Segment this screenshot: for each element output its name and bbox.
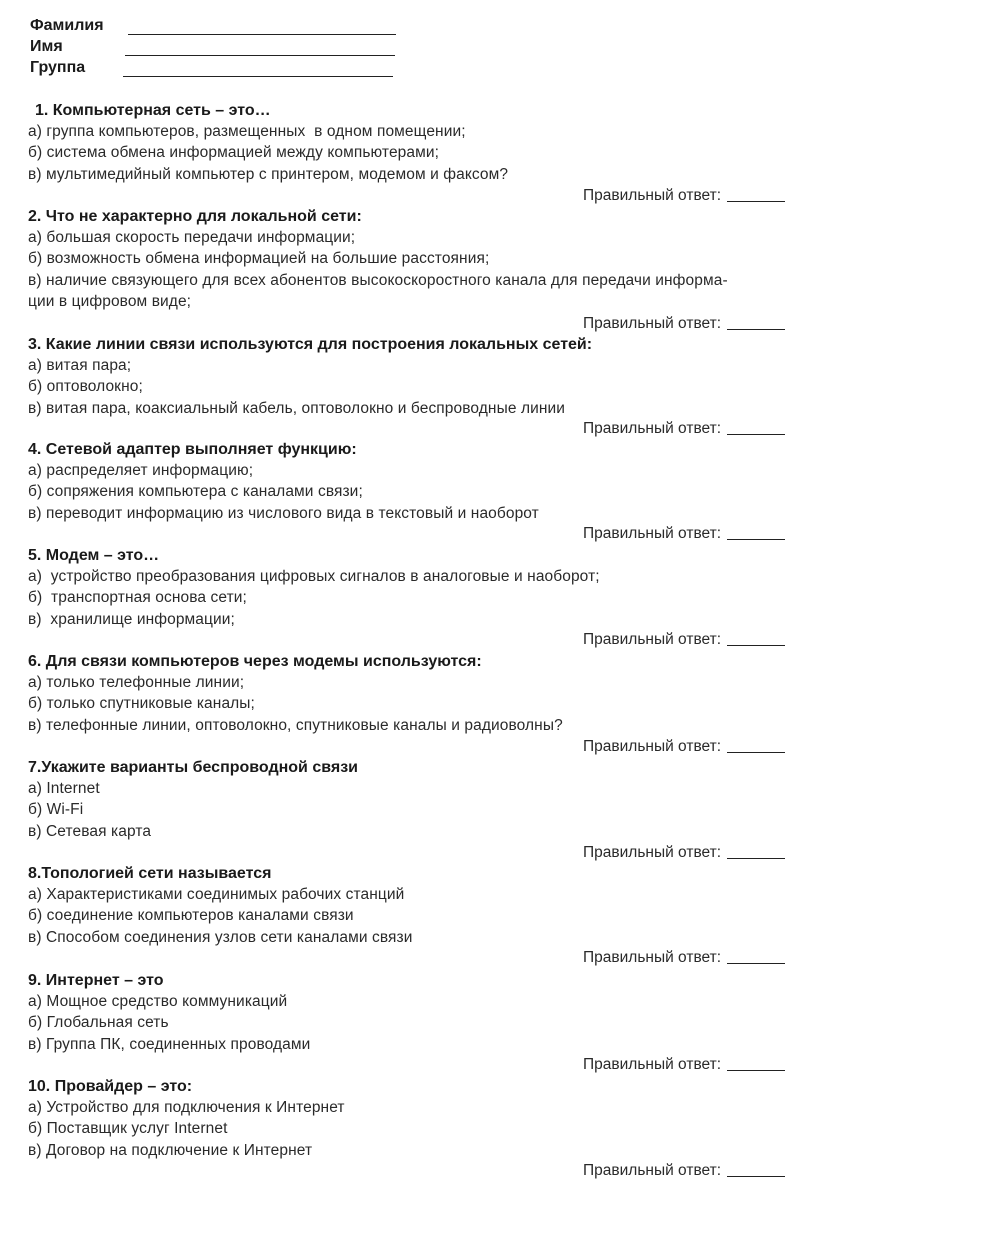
answer-blank[interactable]: [727, 538, 785, 540]
option-c: в) переводит информацию из числового вида в текстовый и наоборот: [28, 504, 539, 522]
answer-label: Правильный ответ:: [583, 1162, 722, 1179]
question-2: [28, 206, 968, 312]
option-b: б) Wi-Fi: [28, 801, 84, 819]
question-title: 8.Топологией сети называется: [28, 865, 272, 882]
question-8: [28, 863, 968, 948]
answer-blank[interactable]: [727, 433, 785, 435]
question-title: 4. Сетевой адаптер выполняет функцию:: [28, 441, 357, 458]
option-a: а) Характеристиками соединимых рабочих станций: [28, 886, 405, 903]
answer-7: [583, 843, 785, 863]
question-4: [28, 439, 968, 524]
answer-label: Правильный ответ:: [583, 738, 722, 755]
question-9: [28, 970, 968, 1055]
answer-label: Правильный ответ:: [583, 1056, 722, 1073]
name-label: Имя: [30, 38, 63, 55]
option-c: в) телефонные линии, оптоволокно, спутниковые каналы и радиоволны?: [28, 716, 563, 734]
option-a: а) Internet: [28, 780, 100, 797]
question-1: [28, 100, 968, 185]
option-c: в) Способом соединения узлов сети каналами связи: [28, 928, 413, 946]
option-b: б) сопряжения компьютера с каналами связи;: [28, 483, 363, 501]
option-a: а) распределяет информацию;: [28, 462, 254, 479]
answer-3: [583, 419, 785, 439]
answer-4: [583, 524, 785, 544]
option-c: в) мультимедийный компьютер с принтером, модемом и факсом?: [28, 165, 509, 183]
answer-5: [583, 630, 785, 650]
answer-blank[interactable]: [727, 962, 785, 964]
option-c: в) Группа ПК, соединенных проводами: [28, 1035, 311, 1053]
option-b: б) возможность обмена информацией на большие расстояния;: [28, 250, 490, 268]
option-b: б) Поставщик услуг Internet: [28, 1120, 228, 1138]
answer-blank[interactable]: [727, 644, 785, 646]
answer-blank[interactable]: [727, 751, 785, 753]
question-title: 10. Провайдер – это:: [28, 1078, 193, 1095]
answer-2: [583, 314, 785, 334]
answer-label: Правильный ответ:: [583, 949, 722, 966]
answer-label: Правильный ответ:: [583, 315, 722, 332]
answer-10: [583, 1161, 785, 1181]
option-a: а) устройство преобразования цифровых сигналов в аналоговые и наоборот;: [28, 568, 600, 585]
answer-label: Правильный ответ:: [583, 420, 722, 437]
question-title: 7.Укажите варианты беспроводной связи: [28, 759, 358, 776]
option-c: в) витая пара, коаксиальный кабель, оптоволокно и беспроводные линии: [28, 399, 566, 417]
answer-label: Правильный ответ:: [583, 631, 722, 648]
answer-blank[interactable]: [727, 1069, 785, 1071]
option-c: в) хранилище информации;: [28, 610, 235, 628]
answer-label: Правильный ответ:: [583, 187, 722, 204]
option-c: в) Сетевая карта: [28, 822, 152, 840]
answer-blank[interactable]: [727, 857, 785, 859]
option-a: а) большая скорость передачи информации;: [28, 229, 356, 246]
answer-1: [583, 186, 785, 206]
answer-label: Правильный ответ:: [583, 844, 722, 861]
answer-6: [583, 737, 785, 757]
name-field[interactable]: [125, 55, 395, 56]
question-title: 1. Компьютерная сеть – это…: [35, 102, 271, 119]
question-10: [28, 1076, 968, 1161]
answer-9: [583, 1055, 785, 1075]
surname-field[interactable]: [128, 34, 396, 35]
answer-label: Правильный ответ:: [583, 525, 722, 542]
option-b: б) оптоволокно;: [28, 378, 143, 396]
option-b: б) Глобальная сеть: [28, 1014, 169, 1032]
answer-blank[interactable]: [727, 200, 785, 202]
question-title: 5. Модем – это…: [28, 547, 160, 564]
question-title: 9. Интернет – это: [28, 972, 164, 989]
surname-label: Фамилия: [30, 17, 104, 34]
option-a: а) Мощное средство коммуникаций: [28, 993, 288, 1010]
answer-blank[interactable]: [727, 328, 785, 330]
option-a: а) Устройство для подключения к Интернет: [28, 1099, 345, 1116]
question-6: [28, 651, 968, 736]
option-a: а) витая пара;: [28, 357, 132, 374]
option-b: б) транспортная основа сети;: [28, 589, 247, 607]
question-7: [28, 757, 968, 842]
option-b: б) соединение компьютеров каналами связи: [28, 907, 354, 925]
group-field[interactable]: [123, 76, 393, 77]
option-b: б) только спутниковые каналы;: [28, 695, 255, 713]
question-3: [28, 334, 968, 419]
option-c: в) наличие связующего для всех абонентов высокоскоростного канала для передачи информа-: [28, 271, 728, 289]
option-b: б) система обмена информацией между компьютерами;: [28, 144, 440, 162]
option-c-continued: ции в цифровом виде;: [28, 292, 192, 310]
option-c: в) Договор на подключение к Интернет: [28, 1141, 313, 1159]
group-label: Группа: [30, 59, 86, 76]
answer-8: [583, 948, 785, 968]
question-5: [28, 545, 968, 630]
question-title: 2. Что не характерно для локальной сети:: [28, 208, 362, 225]
question-title: 3. Какие линии связи используются для построения локальных сетей:: [28, 336, 593, 353]
answer-blank[interactable]: [727, 1175, 785, 1177]
option-a: а) только телефонные линии;: [28, 674, 245, 691]
question-title: 6. Для связи компьютеров через модемы используются:: [28, 653, 482, 670]
option-a: а) группа компьютеров, размещенных в одном помещении;: [28, 123, 466, 140]
